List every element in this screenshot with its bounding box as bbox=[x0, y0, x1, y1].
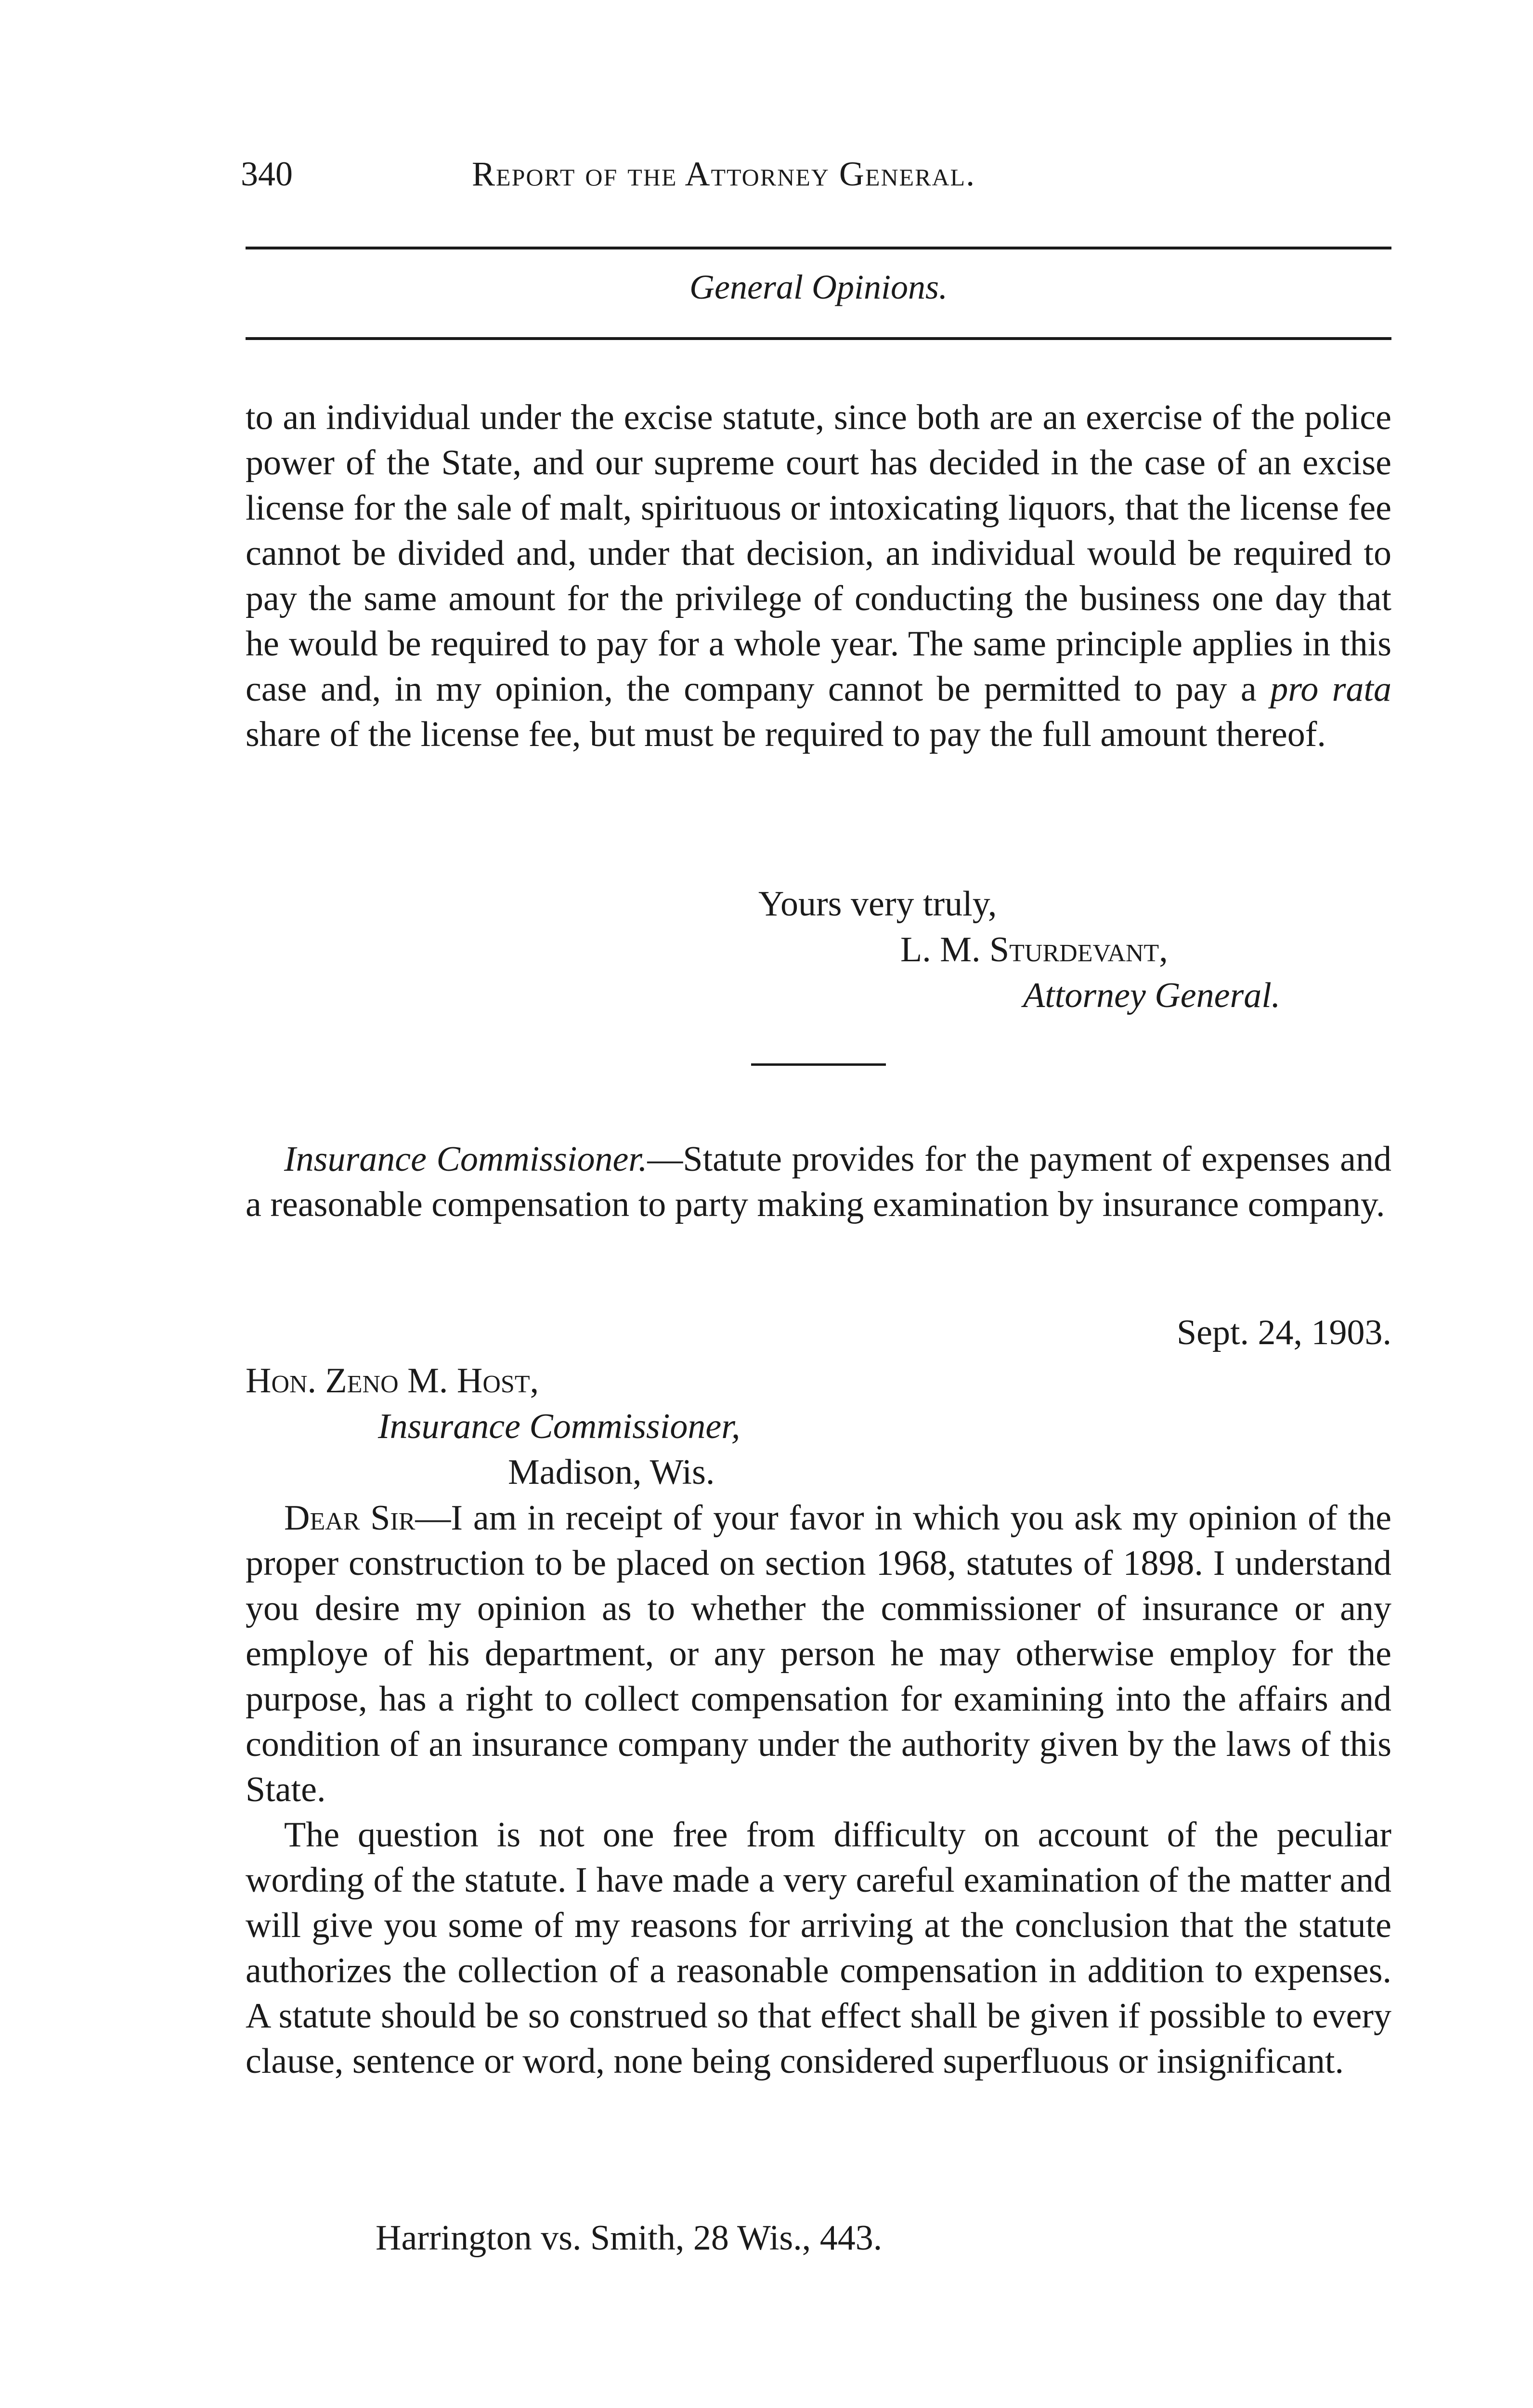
salutation: Dear Sir bbox=[284, 1498, 416, 1538]
paragraph-text-before: to an individual under the excise statute, since both are an exercise of the police power of the State, and our supreme court has decided in the case of an excise license for the sale of malt, spirituous or intoxicating liquors, that the license fee cannot be divided and, under that decision, an individual would be required to pay the same amount for the privilege of conducting the business one day that he would be required to pay for a whole year. The same principle applies in this case and, in my opinion, the company cannot be permitted to pay a bbox=[246, 398, 1391, 709]
addressee-title: Insurance Commissioner, bbox=[378, 1407, 741, 1446]
header-rule-bottom bbox=[246, 337, 1391, 340]
section-divider bbox=[751, 1063, 886, 1066]
letter-paragraph bbox=[246, 1495, 1391, 1812]
letter-paragraph-1-text: —I am in receipt of your favor in which you ask my opinion of the proper construction to be placed on section 1968, statutes of 1898. I understand you desire my opinion as to whether the commissioner of insurance or any employe of his department, or any person he may otherwise employ for the purpose, has a right to collect compensation for examining into the affairs and condition of an insurance company under the authority given by the laws of this State. bbox=[246, 1498, 1391, 1809]
letter-body bbox=[246, 1495, 1391, 2084]
paragraph-text-after: share of the license fee, but must be required to pay the full amount thereof. bbox=[246, 715, 1326, 754]
letter-date: Sept. 24, 1903. bbox=[1176, 1313, 1391, 1352]
closing-line: Yours very truly, bbox=[758, 884, 997, 924]
header-rule-top bbox=[246, 247, 1391, 249]
signer-name: L. M. Sturdevant, bbox=[900, 930, 1168, 969]
syllabus-text: —Statute provides for the payment of expenses and a reasonable compensation to party making examination by insurance company. bbox=[246, 1139, 1392, 1224]
section-heading: General Opinions. bbox=[689, 268, 948, 306]
addressee-city: Madison, Wis. bbox=[508, 1453, 715, 1492]
page-number: 340 bbox=[241, 155, 293, 193]
letter-paragraph: The question is not one free from difficulty on account of the peculiar wording of the statute. I have made a very careful examination of the matter and will give you some of my reasons for arriving at the conclusion that the statute authorizes the collection of a reasonable compensation in addition to expenses. A statute should be so construed so that effect shall be given if possible to every clause, sentence or word, none being considered superfluous or insignificant. bbox=[246, 1815, 1391, 2081]
opinion-continuation-paragraph bbox=[246, 395, 1391, 757]
opinion-syllabus bbox=[246, 1137, 1391, 1227]
signer-title: Attorney General. bbox=[1023, 976, 1281, 1015]
page-header bbox=[241, 154, 1396, 202]
running-title: Report of the Attorney General. bbox=[472, 155, 976, 193]
paragraph-italic-term: pro rata bbox=[1270, 669, 1391, 709]
syllabus-lead: Insurance Commissioner. bbox=[284, 1139, 648, 1179]
addressee-name: Hon. Zeno M. Host, bbox=[246, 1361, 539, 1400]
case-citation: Harrington vs. Smith, 28 Wis., 443. bbox=[376, 2218, 883, 2258]
